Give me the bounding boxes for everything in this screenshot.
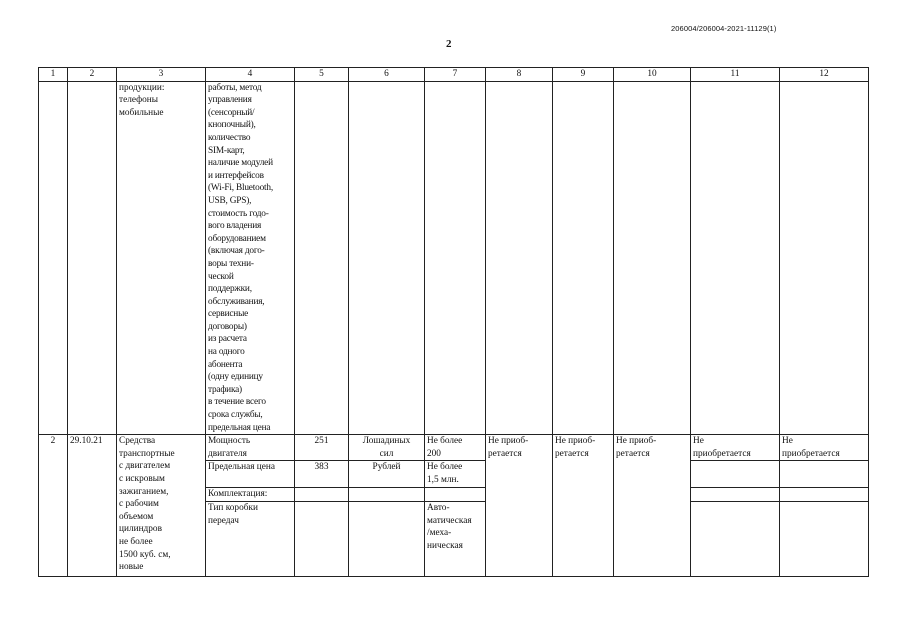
text-line: двигателя (208, 448, 247, 459)
col-num: 8 (486, 68, 553, 82)
text-line: Не приоб- (555, 436, 596, 447)
text-line: новые (119, 562, 144, 573)
text-line: 200 (427, 448, 441, 459)
characteristic-power (206, 435, 295, 461)
text-line: ническая (427, 540, 463, 551)
text-line: оборудованием (208, 233, 266, 244)
characteristic-value (425, 435, 486, 461)
text-line: с искровым (119, 474, 165, 484)
text-line: мобильные (119, 107, 164, 118)
text-line: вого владения (208, 221, 262, 232)
characteristic-value (425, 502, 486, 577)
characteristic-gearbox (206, 502, 295, 577)
col-num: 6 (349, 68, 425, 82)
table-row-continued (39, 81, 869, 435)
column-number-row (39, 68, 869, 82)
cell-empty (349, 502, 425, 577)
cell-col10 (614, 435, 691, 577)
text-line: не более (119, 536, 153, 547)
text-line: поддержки, (208, 284, 252, 295)
cell-empty (425, 488, 486, 502)
characteristic-price: Предельная цена (206, 461, 295, 488)
cell-characteristics (206, 81, 295, 435)
cell-product (117, 81, 206, 435)
text-line: обслуживания, (208, 296, 265, 307)
page-number: 2 (446, 38, 452, 50)
cell-empty (349, 81, 425, 435)
text-line: количество (208, 132, 251, 143)
text-line: передач (208, 515, 239, 526)
text-line: (одну единицу (208, 372, 263, 383)
text-line: Средства (119, 436, 156, 447)
unit-name: Рублей (349, 461, 425, 488)
cell-empty (691, 488, 780, 502)
text-line: стоимость годо- (208, 208, 269, 219)
okei-code: 383 (295, 461, 349, 488)
characteristic-equipment: Комплектация: (206, 488, 295, 502)
text-line: транспортные (119, 448, 175, 459)
characteristic-value (425, 461, 486, 488)
text-line: Тип коробки (208, 503, 258, 513)
text-line: сил (379, 448, 394, 459)
cell-empty (68, 81, 117, 435)
text-line: SIM-карт, (208, 145, 245, 156)
cell-col11 (691, 435, 780, 461)
cell-col9 (553, 435, 614, 577)
okpd-code: 29.10.21 (68, 435, 117, 577)
text-line: (сенсорный/ (208, 107, 255, 118)
cell-empty (425, 81, 486, 435)
cell-empty (295, 488, 349, 502)
cell-empty (691, 502, 780, 577)
text-line: работы, метод (208, 82, 262, 93)
text-line: объемом (119, 511, 154, 522)
text-line: предельная цена (208, 422, 271, 433)
col-num: 5 (295, 68, 349, 82)
col-num: 3 (117, 68, 206, 82)
text-line: и интерфейсов (208, 170, 264, 181)
text-line: сервисные (208, 309, 249, 320)
cell-empty (553, 81, 614, 435)
cell-empty (780, 461, 869, 488)
unit-name (349, 435, 425, 461)
cell-empty (295, 81, 349, 435)
text-line: управления (208, 95, 252, 106)
text-line: Не приоб- (616, 436, 657, 447)
okei-code: 251 (295, 435, 349, 461)
text-line: из расчета (208, 334, 247, 345)
cell-product (117, 435, 206, 577)
text-line: договоры) (208, 321, 247, 332)
text-line: USB, GPS), (208, 195, 252, 206)
text-line: срока службы, (208, 410, 263, 421)
text-line: цилиндров (119, 524, 162, 535)
cell-empty (691, 461, 780, 488)
text-line: Не (693, 436, 704, 447)
text-line: Авто- (427, 503, 450, 513)
text-line: Не (782, 436, 793, 447)
text-line: ческой (208, 271, 234, 282)
col-num: 9 (553, 68, 614, 82)
text-line: наличие модулей (208, 158, 273, 169)
table-row-2 (39, 435, 869, 461)
cell-empty (780, 502, 869, 577)
text-line: с двигателем (119, 461, 171, 472)
text-line: Не более (427, 436, 463, 447)
text-line: кнопочный), (208, 120, 256, 131)
text-line: ретается (555, 448, 589, 459)
text-line: приобретается (693, 448, 751, 459)
text-line: на одного (208, 347, 245, 358)
cell-empty (349, 488, 425, 502)
text-line: зажиганием, (119, 486, 169, 497)
text-line: с рабочим (119, 499, 159, 510)
cell-col12 (780, 435, 869, 461)
text-line: /меха- (427, 528, 452, 539)
text-line: (включая дого- (208, 246, 265, 257)
col-num: 11 (691, 68, 780, 82)
cell-empty (780, 488, 869, 502)
col-num: 12 (780, 68, 869, 82)
text-line: 1,5 млн. (427, 475, 459, 485)
text-line: приобретается (782, 448, 840, 459)
text-line: продукции: (119, 82, 165, 93)
col-num: 2 (68, 68, 117, 82)
text-line: воры техни- (208, 258, 254, 269)
col-num: 10 (614, 68, 691, 82)
text-line: Лошадиных (362, 436, 411, 447)
text-line: ретается (488, 448, 522, 459)
cell-empty (39, 81, 68, 435)
cell-empty (780, 81, 869, 435)
text-line: 1500 куб. см, (119, 549, 171, 560)
text-line: матическая (427, 515, 472, 526)
text-line: в течение всего (208, 397, 266, 408)
row-number: 2 (39, 435, 68, 577)
cell-empty (691, 81, 780, 435)
document-id: 206004/206004-2021-11129(1) (671, 24, 777, 33)
cell-empty (486, 81, 553, 435)
requirements-table (38, 67, 869, 577)
text-line: Мощность (208, 436, 251, 447)
col-num: 7 (425, 68, 486, 82)
cell-col8 (486, 435, 553, 577)
text-line: ретается (616, 448, 650, 459)
cell-empty (614, 81, 691, 435)
text-line: трафика) (208, 384, 242, 395)
col-num: 4 (206, 68, 295, 82)
text-line: (Wi-Fi, Bluetooth, (208, 183, 273, 194)
text-line: Не более (427, 462, 463, 473)
text-line: Не приоб- (488, 436, 529, 447)
text-line: телефоны (119, 95, 158, 106)
col-num: 1 (39, 68, 68, 82)
cell-empty (295, 502, 349, 577)
text-line: абонента (208, 359, 243, 370)
